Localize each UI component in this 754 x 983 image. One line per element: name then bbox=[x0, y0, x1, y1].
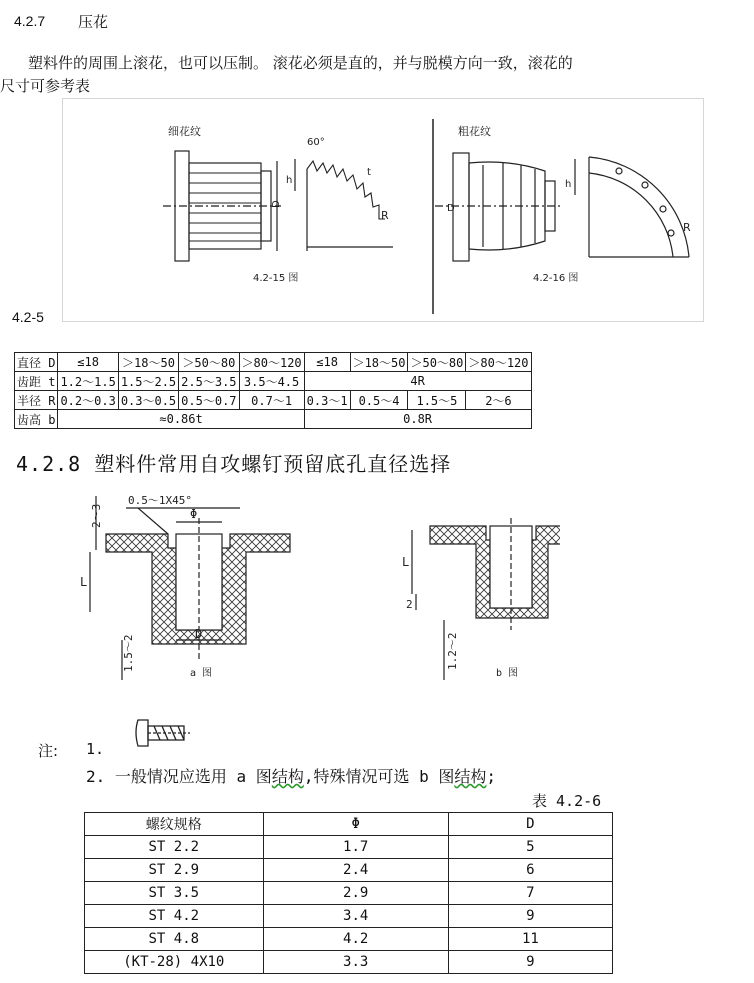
table-cell: ST 3.5 bbox=[85, 882, 264, 905]
table-cell: 6 bbox=[448, 859, 612, 882]
screw-table bbox=[84, 812, 613, 974]
table-caption: 表 4.2-6 bbox=[532, 792, 602, 810]
table-row bbox=[85, 905, 613, 928]
table-cell: 4.2 bbox=[263, 928, 448, 951]
a-phi-label: Φ bbox=[190, 507, 198, 521]
table-row bbox=[85, 836, 613, 859]
table-row bbox=[85, 928, 613, 951]
table-cell: 0.5～4 bbox=[350, 391, 408, 410]
table-cell: 0.2～0.3 bbox=[58, 391, 118, 410]
row-header: 齿高 b bbox=[15, 410, 58, 429]
a-d-label: D bbox=[195, 627, 203, 641]
fig-16-caption: 4.2-16 图 bbox=[533, 273, 579, 284]
column-header: 螺纹规格 bbox=[85, 813, 264, 836]
a-top-label: 2～3 bbox=[90, 503, 103, 528]
table-cell: 3.5～4.5 bbox=[239, 372, 304, 391]
table-cell: ＞50～80 bbox=[179, 353, 239, 372]
table-cell: ST 2.9 bbox=[85, 859, 264, 882]
table-cell: ＞18～50 bbox=[350, 353, 408, 372]
screw-icon bbox=[132, 712, 192, 758]
fine-r-label: R bbox=[381, 209, 389, 222]
note-label: 注: bbox=[38, 742, 59, 760]
table-row bbox=[15, 391, 532, 410]
table-cell: 2.5～3.5 bbox=[179, 372, 239, 391]
note-1: 1. bbox=[86, 740, 105, 758]
chamfer-label: 0.5～1X45° bbox=[128, 494, 192, 507]
note-2-wavy: 结构 bbox=[271, 767, 304, 786]
a-caption: a 图 bbox=[190, 668, 213, 679]
knurl-table bbox=[14, 352, 532, 429]
note-2-text: ; bbox=[486, 767, 497, 786]
column-header: D bbox=[448, 813, 612, 836]
table-cell: 1.5～2.5 bbox=[118, 372, 178, 391]
table-cell: 0.5～0.7 bbox=[179, 391, 239, 410]
column-header: Φ bbox=[263, 813, 448, 836]
table-cell: 5 bbox=[448, 836, 612, 859]
table-cell: ST 4.8 bbox=[85, 928, 264, 951]
table-row bbox=[15, 353, 532, 372]
table-cell: 0.3～1 bbox=[304, 391, 350, 410]
b-bottom-label: 1.2～2 bbox=[446, 632, 459, 670]
b-l-label: L bbox=[402, 555, 410, 569]
table-cell: 1.5～5 bbox=[408, 391, 466, 410]
table-cell-merged: ≈0.86t bbox=[58, 410, 304, 429]
table-cell: 3.4 bbox=[263, 905, 448, 928]
table-cell: 2～6 bbox=[466, 391, 531, 410]
fine-t-label: t bbox=[367, 167, 371, 178]
row-header: 直径 D bbox=[15, 353, 58, 372]
table-cell: ≤18 bbox=[304, 353, 350, 372]
table-cell: 2.9 bbox=[263, 882, 448, 905]
note-2-wavy: 结构 bbox=[454, 767, 487, 786]
knurl-figure bbox=[62, 98, 704, 322]
b-caption: b 图 bbox=[496, 668, 519, 679]
table-cell: (KT-28) 4X10 bbox=[85, 951, 264, 974]
table-cell: ＞80～120 bbox=[239, 353, 304, 372]
table-row bbox=[15, 372, 532, 391]
intro-paragraph bbox=[0, 52, 740, 98]
table-cell: 1.7 bbox=[263, 836, 448, 859]
knurl-drawing bbox=[63, 99, 703, 321]
a-bottom-label: 1.5～2 bbox=[122, 634, 135, 672]
intro-line-2: 尺寸可参考表 bbox=[0, 77, 91, 95]
table-row bbox=[85, 951, 613, 974]
table-cell: 3.3 bbox=[263, 951, 448, 974]
section-number: 4.2.7 bbox=[14, 13, 46, 29]
table-cell: ST 2.2 bbox=[85, 836, 264, 859]
table-header-row bbox=[85, 813, 613, 836]
table-cell-merged: 4R bbox=[304, 372, 531, 391]
table-cell: ST 4.2 bbox=[85, 905, 264, 928]
fine-d-label: D bbox=[271, 200, 282, 208]
row-header: 半径 R bbox=[15, 391, 58, 410]
table-row bbox=[85, 859, 613, 882]
coarse-r-label: R bbox=[683, 221, 691, 234]
table-cell: 1.2～1.5 bbox=[58, 372, 118, 391]
table-cell: 0.3～0.5 bbox=[118, 391, 178, 410]
table-cell-merged: 0.8R bbox=[304, 410, 531, 429]
table-cell: 9 bbox=[448, 905, 612, 928]
note-2-text: ,特殊情况可选 b 图 bbox=[303, 767, 455, 786]
row-header: 齿距 t bbox=[15, 372, 58, 391]
table-cell: ＞50～80 bbox=[408, 353, 466, 372]
note-2 bbox=[86, 764, 496, 787]
table-row bbox=[85, 882, 613, 905]
coarse-h-label: h bbox=[565, 179, 572, 190]
table-cell: 2.4 bbox=[263, 859, 448, 882]
a-l-label: L bbox=[80, 575, 88, 589]
boss-figure bbox=[40, 490, 560, 690]
intro-line-1: 塑料件的周围上滚花，也可以压制。 滚花必须是直的，并与脱模方向一致，滚花的 bbox=[28, 54, 573, 72]
table-label: 4.2-5 bbox=[12, 309, 44, 325]
table-cell: 0.7～1 bbox=[239, 391, 304, 410]
fine-knurl-title: 细花纹 bbox=[168, 125, 201, 138]
coarse-knurl-title: 粗花纹 bbox=[458, 125, 491, 138]
table-cell: ＞18～50 bbox=[118, 353, 178, 372]
section-heading-428: 4.2.8 塑料件常用自攻螺钉预留底孔直径选择 bbox=[16, 452, 452, 476]
b-2-label: 2 bbox=[406, 598, 413, 611]
coarse-d-label: D bbox=[447, 203, 455, 214]
note-2-text: 2. 一般情况应选用 a 图 bbox=[86, 767, 272, 786]
table-cell: 9 bbox=[448, 951, 612, 974]
fine-h-label: h bbox=[286, 175, 293, 186]
boss-drawing bbox=[40, 490, 560, 690]
table-cell: 7 bbox=[448, 882, 612, 905]
table-row bbox=[15, 410, 532, 429]
table-cell: 11 bbox=[448, 928, 612, 951]
table-cell: ＞80～120 bbox=[466, 353, 531, 372]
table-cell: ≤18 bbox=[58, 353, 118, 372]
section-title: 压花 bbox=[78, 13, 109, 31]
angle-label: 60° bbox=[307, 137, 325, 148]
fig-15-caption: 4.2-15 图 bbox=[253, 273, 299, 284]
